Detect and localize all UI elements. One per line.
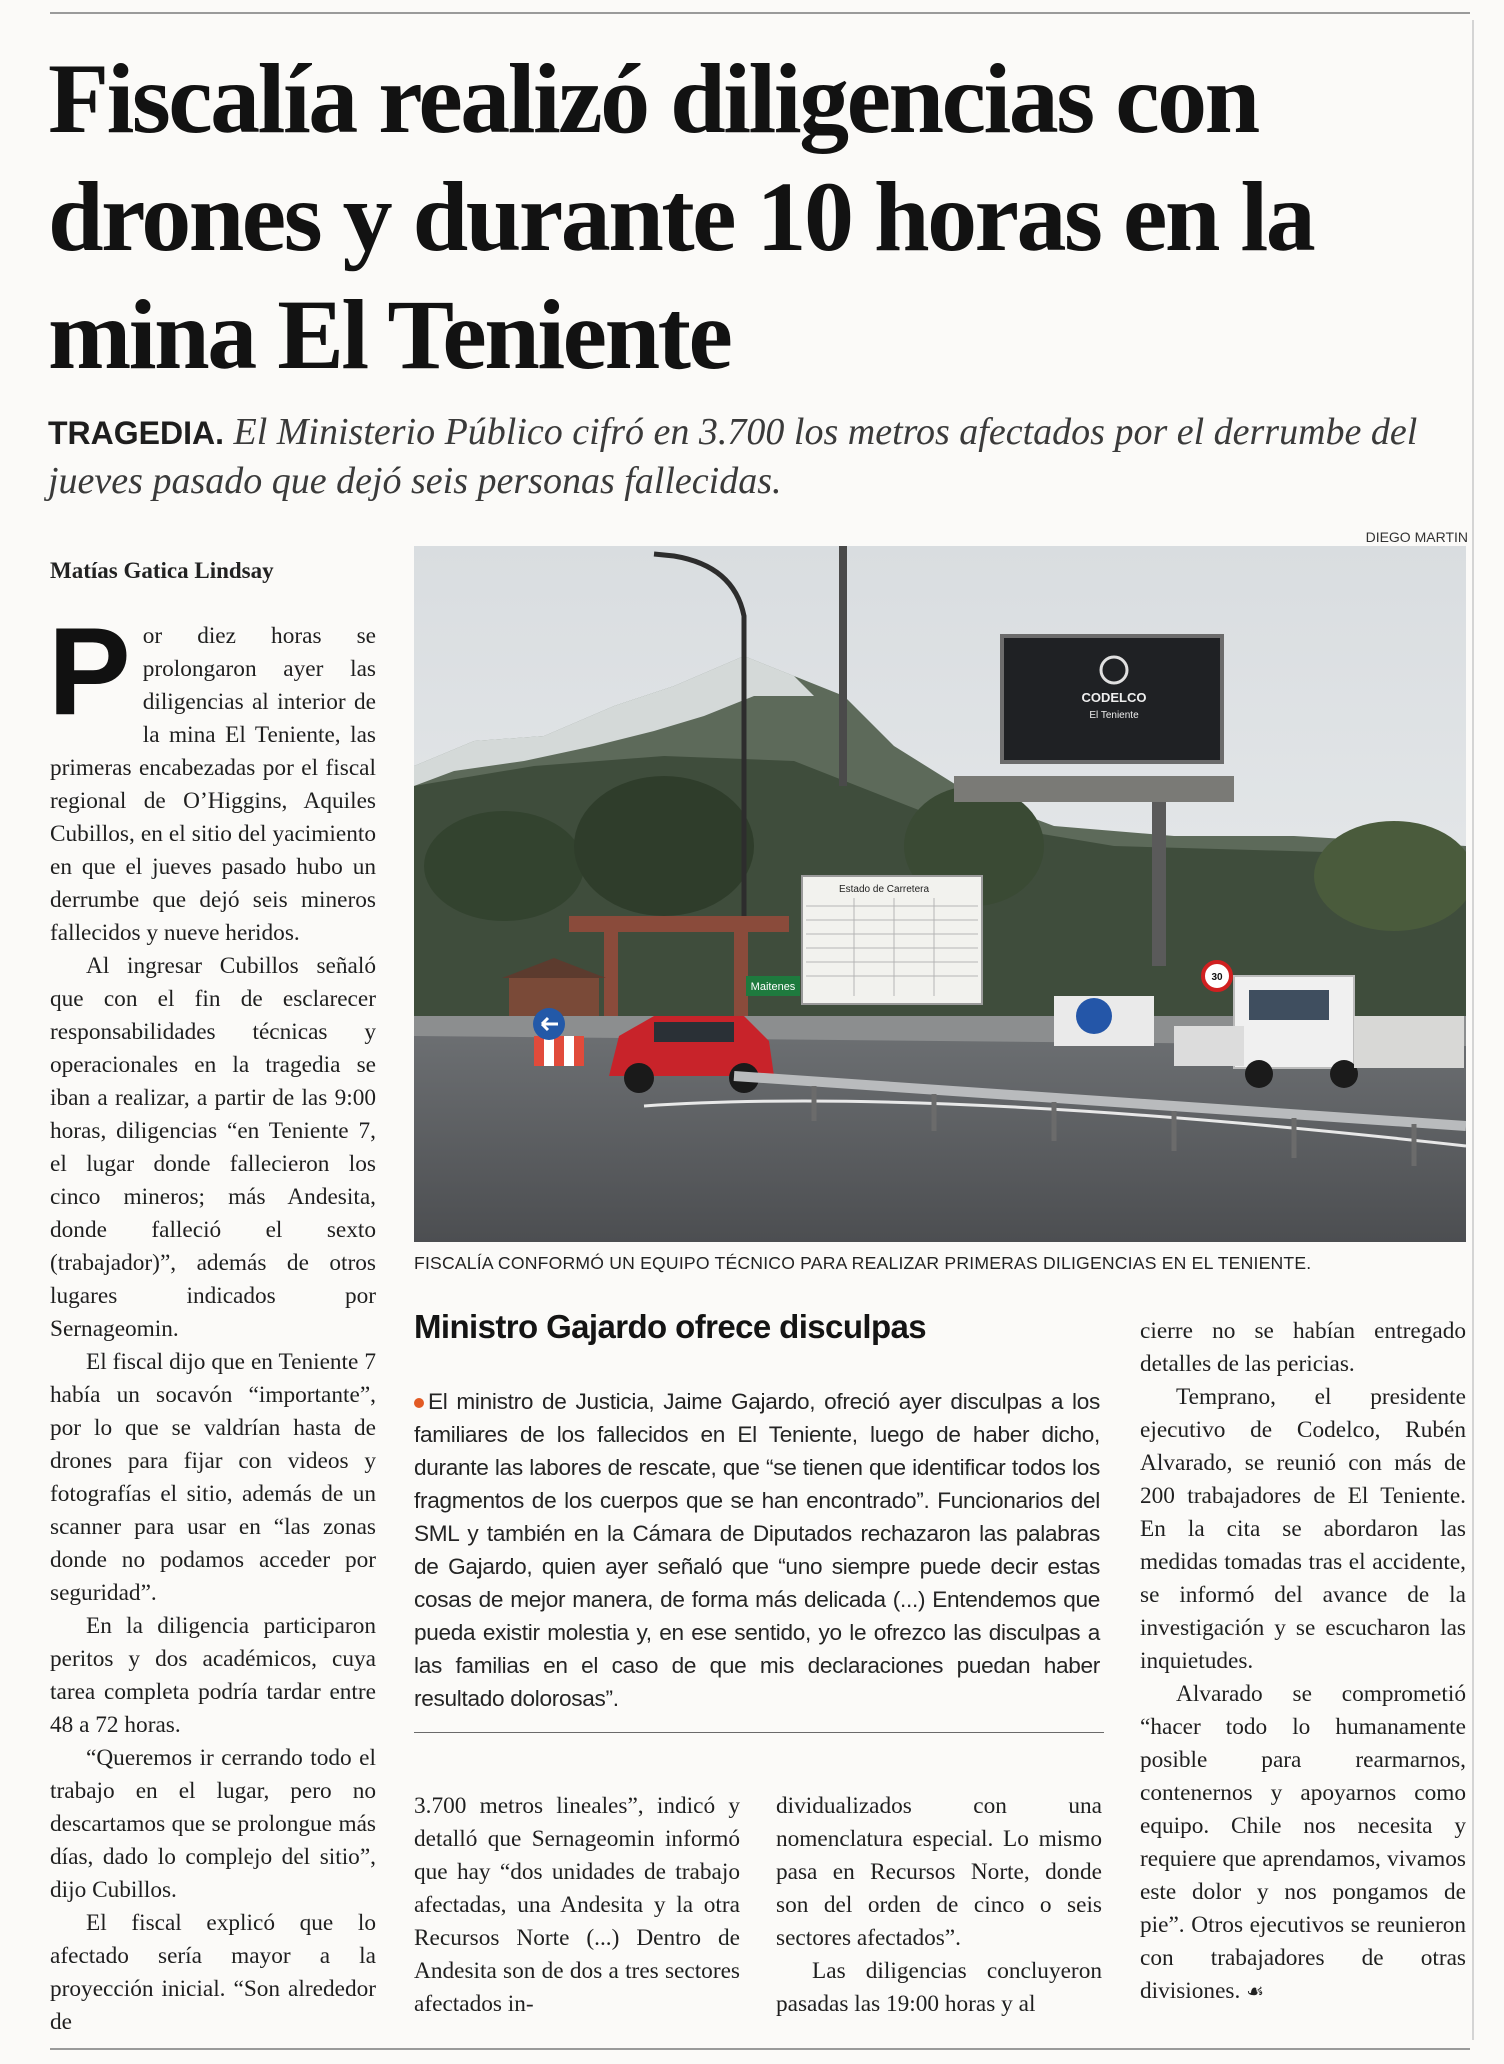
speed-sign: 30 bbox=[1211, 972, 1223, 983]
photo-credit: DIEGO MARTIN bbox=[1365, 529, 1468, 545]
paragraph: dividualizados con una nomenclatura especial. Lo mismo pasa en Recursos Norte, donde son del orden de cinco o seis sectores afectados”. bbox=[776, 1793, 1102, 1951]
paragraph bbox=[1140, 1678, 1466, 2008]
paragraph: or diez horas se prolongaron ayer las diligencias al interior de la mina El Teniente, las primeras encabezadas por el fiscal regional de O’Higgins, Aquiles Cubillos, en el sitio del yacimiento en que el jueves pasado hubo un derrumbe que dejó seis mineros fallecidos y nueve heridos. bbox=[50, 623, 376, 946]
billboard-sub: El Teniente bbox=[1089, 710, 1139, 721]
paragraph-text: Alvarado se comprometió “hacer todo lo humanamente posible para rearmarnos, contenernos y apoyarnos como equipo. Chile nos necesita y requiere que aprendamos, vivamos este dolor y nos pongamos de pie”. Otros ejecutivos se reunieron con trabajadores de otras divisiones. bbox=[1140, 1681, 1466, 2004]
sidebar-title: Ministro Gajardo ofrece disculpas bbox=[414, 1308, 927, 1345]
article-column-4 bbox=[1140, 1315, 1466, 2008]
article-column-1 bbox=[48, 603, 376, 2039]
subheadline-kicker: TRAGEDIA. bbox=[48, 415, 224, 451]
status-board-title: Estado de Carretera bbox=[838, 884, 930, 895]
subheadline-text: El Ministerio Público cifró en 3.700 los metros afectados por el derrumbe del jueves pasado que dejó seis personas fallecidas. bbox=[48, 411, 1418, 502]
paragraph: En la diligencia participaron peritos y dos académicos, cuya tarea completa podría tardar entre 48 a 72 horas. bbox=[50, 1613, 376, 1738]
photo-illustration bbox=[414, 546, 1466, 1242]
paragraph: 3.700 metros lineales”, indicó y detalló que Sernageomin informó que hay “dos unidades de trabajo afectadas, una Andesita y la otra Recursos Norte (...) Dentro de Andesita son de dos a tres sectores afectados in- bbox=[414, 1793, 740, 2017]
paragraph: Las diligencias concluyeron pasadas las 19:00 horas y al bbox=[776, 1958, 1102, 2017]
paragraph: “Queremos ir cerrando todo el trabajo en el lugar, pero no descartamos que se prolongue más días, dado lo complejo del sitio”, dijo Cubillos. bbox=[50, 1745, 376, 1903]
paragraph: El fiscal explicó que lo afectado sería mayor a la proyección inicial. “Son alrededor de bbox=[50, 1910, 376, 2035]
photo-caption: FISCALÍA CONFORMÓ UN EQUIPO TÉCNICO PARA REALIZAR PRIMERAS DILIGENCIAS EN EL TENIENTE. bbox=[414, 1253, 1312, 1273]
top-rule bbox=[50, 12, 1470, 14]
drop-cap: P bbox=[48, 603, 131, 741]
byline: Matías Gatica Lindsay bbox=[50, 558, 274, 583]
paragraph: Al ingresar Cubillos señaló que con el fin de esclarecer responsabilidades técnicas y operacionales en la tragedia se iban a realizar, a partir de las 9:00 horas, diligencias “en Teniente 7, el lugar donde fallecieron los cinco mineros; más Andesita, donde falleció el sexto (trabajador)”, además de otros lugares indicados por Sernageomin. bbox=[50, 953, 376, 1342]
news-photo bbox=[414, 546, 1466, 1242]
paragraph: El fiscal dijo que en Teniente 7 había un socavón “importante”, por lo que se valdrían hasta de drones para fijar con videos y fotografías el sitio, además de un scanner para usar en “las zonas donde no podamos acceder por seguridad”. bbox=[50, 1349, 376, 1606]
article-column-2 bbox=[414, 1790, 740, 2021]
sidebar-rule bbox=[414, 1732, 1104, 1733]
article-column-3 bbox=[776, 1790, 1102, 2021]
paragraph: Temprano, el presidente ejecutivo de Codelco, Rubén Alvarado, se reunió con más de 200 trabajadores de El Teniente. En la cita se abordaron las medidas tomadas tras el accidente, se informó del avance de la investigación y se escucharon las inquietudes. bbox=[1140, 1384, 1466, 1674]
paragraph: cierre no se habían entregado detalles de las pericias. bbox=[1140, 1318, 1466, 1377]
sidebar-body bbox=[414, 1385, 1100, 1715]
subheadline bbox=[48, 408, 1448, 505]
headline: Fiscalía realizó diligencias con drones y durante 10 horas en la mina El Teniente bbox=[48, 43, 1314, 390]
end-mark-icon: ☙ bbox=[1246, 1979, 1265, 2003]
road-sign: Maitenes bbox=[750, 981, 796, 993]
billboard-brand: CODELCO bbox=[1081, 690, 1147, 705]
right-rule bbox=[1472, 20, 1474, 2040]
bullet-dot-icon bbox=[414, 1398, 424, 1408]
bottom-rule bbox=[50, 2048, 1470, 2050]
sidebar-text: El ministro de Justicia, Jaime Gajardo, ofreció ayer disculpas a los familiares de los fallecidos en El Teniente, luego de haber dicho, durante las labores de rescate, que “se tienen que identificar todos los fragmentos de los cuerpos que se han encontrado”. Funcionarios del SML y también en la Cámara de Diputados rechazaron las palabras de Gajardo, quien ayer señaló que “uno siempre puede decir estas cosas de mejor manera, de forma más delicada (...) Entendemos que pueda existir molestia y, en ese sentido, yo le ofrezco las disculpas a las familias en el caso de que mis declaraciones puedan haber resultado dolorosas”. bbox=[414, 1389, 1100, 1711]
